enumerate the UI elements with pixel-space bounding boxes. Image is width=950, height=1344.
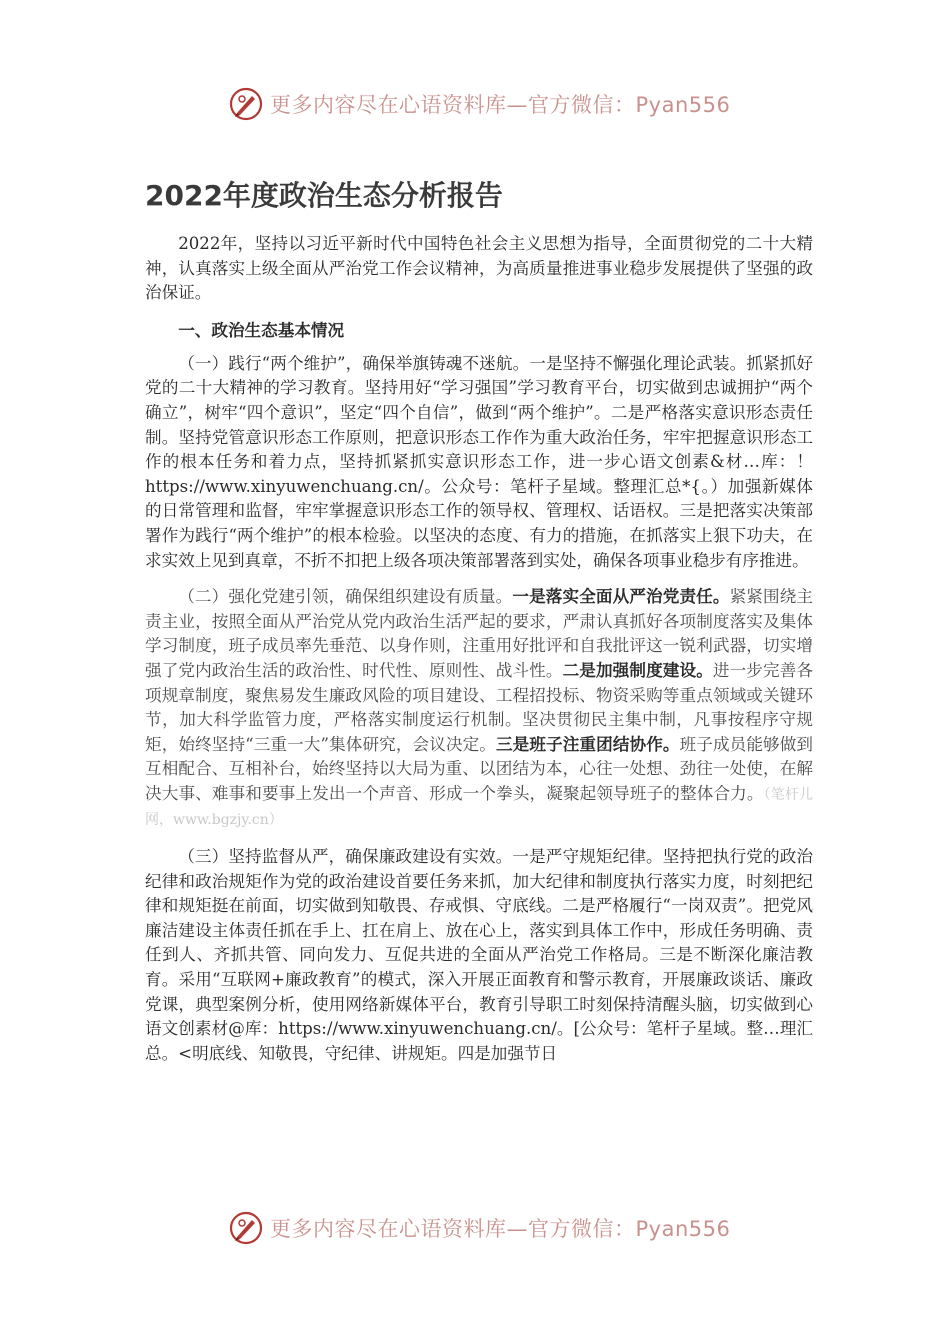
para2-bold-1: 一是落实全面从严治党责任。	[512, 587, 730, 607]
para2-lead: （二）强化党建引领，确保组织建设有质量。	[178, 587, 513, 607]
banner-text	[270, 1213, 730, 1243]
document-body	[145, 232, 813, 1066]
paragraph-1: （一）践行“两个维护”，确保举旗铸魂不迷航。一是坚持不懈强化理论武装。抓紧抓好党的二十大精神的学习教育。坚持用好“学习强国”学习教育平台，切实做到忠诚拥护“两个确立”，树牢“四个意识”，坚定“四个自信”，做到“两个维护”。二是严格落实意识形态责任制。坚持党管意识形态工作原则，把意识形态工作作为重大政治任务，牢牢把握意识形态工作的根本任务和着力点，坚持抓紧抓实意识形态工作，进一步心语文创素&材…库：！https://www.xinyuwenchuang.cn/。公众号：笔杆子星域。整理汇总*{。）加强新媒体的日常管理和监督，牢牢掌握意识形态工作的领导权、管理权、话语权。三是把落实决策部署作为践行“两个维护”的根本检验。以坚决的态度、有力的措施，在抓落实上狠下功夫，在求实效上见到真章，不折不扣把上级各项决策部署落到实处，确保各项事业稳步有序推进。	[145, 353, 813, 570]
para2-bold-3: 三是班子注重团结协作。	[495, 734, 680, 754]
header-banner	[228, 84, 748, 124]
page-title: 2022年度政治生态分析报告	[145, 179, 503, 212]
para2-text-2: 进一步完善各项规章制度，聚焦易发生廉政风险的项目建设、工程招投标、物资采购等重点领域或关键环节，加大科学监管力度，严格落实制度运行机制。坚决贯彻民主集中制，凡事按程序守规矩，始终坚持“三重一大”集体研究，会议决定。	[145, 660, 814, 754]
paragraph-2	[145, 585, 813, 833]
banner-separator: —	[506, 93, 528, 117]
inline-watermark: （笔杆儿网，www.bgzjy.cn）	[145, 786, 814, 829]
intro-paragraph: 2022年，坚持以习近平新时代中国特色社会主义思想为指导，全面贯彻党的二十大精神，认真落实上级全面从严治党工作会议精神，为高质量推进事业稳步发展提供了坚强的政治保证。	[145, 234, 813, 303]
para2-text-3: 班子成员能够做到互相配合、互相补台，始终坚持以大局为重、以团结为本，心往一处想、劲往一处使，在解决大事、难事和要事上发出一个声音、形成一个拳头，凝聚起领导班子的整体合力。	[145, 734, 814, 803]
footer-banner	[228, 1208, 748, 1248]
para2-text-1: 紧紧围绕主责主业，按照全面从严治党从党内政治生活严起的要求，严肃认真抓好各项制度落实及集体学习制度，班子成员率先垂范、以身作则，注重用好批评和自我批评这一锐利武器，切实增强了党内政治生活的政治性、时代性、原则性、战斗性。	[145, 587, 814, 680]
banner-text	[270, 89, 730, 119]
banner-slogan: 更多内容尽在心语资料库	[270, 1217, 507, 1241]
pen-circle-logo-icon	[228, 1210, 264, 1246]
section-heading: 一、政治生态基本情况	[178, 320, 345, 340]
paragraph-3: （三）坚持监督从严，确保廉政建设有实效。一是严守规矩纪律。坚持把执行党的政治纪律和政治规矩作为党的政治建设首要任务来抓，加大纪律和制度执行落实力度，时刻把纪律和规矩挺在前面，切实做到知敬畏、存戒惧、守底线。二是严格履行“一岗双责”。把党风廉洁建设主体责任抓在手上、扛在肩上、放在心上，落实到具体工作中，形成任务明确、责任到人、齐抓共管、同向发力、互促共进的全面从严治党工作格局。三是不断深化廉洁教育。采用“互联网+廉政教育”的模式，深入开展正面教育和警示教育，开展廉政谈话、廉政党课，典型案例分析，使用网络新媒体平台，教育引导职工时刻保持清醒头脑，切实做到心语文创素材@库：https://www.xinyuwenchuang.cn/。[公众号：笔杆子星域。整…理汇总。<明底线、知敬畏，守纪律、讲规矩。四是加强节日	[145, 847, 813, 1063]
banner-slogan: 更多内容尽在心语资料库	[270, 93, 507, 117]
banner-contact: 官方微信：Pyan556	[528, 93, 731, 117]
pen-circle-logo-icon	[228, 86, 264, 122]
banner-contact: 官方微信：Pyan556	[528, 1217, 731, 1241]
banner-separator: —	[506, 1217, 528, 1241]
para2-bold-2: 二是加强制度建设。	[562, 660, 713, 680]
